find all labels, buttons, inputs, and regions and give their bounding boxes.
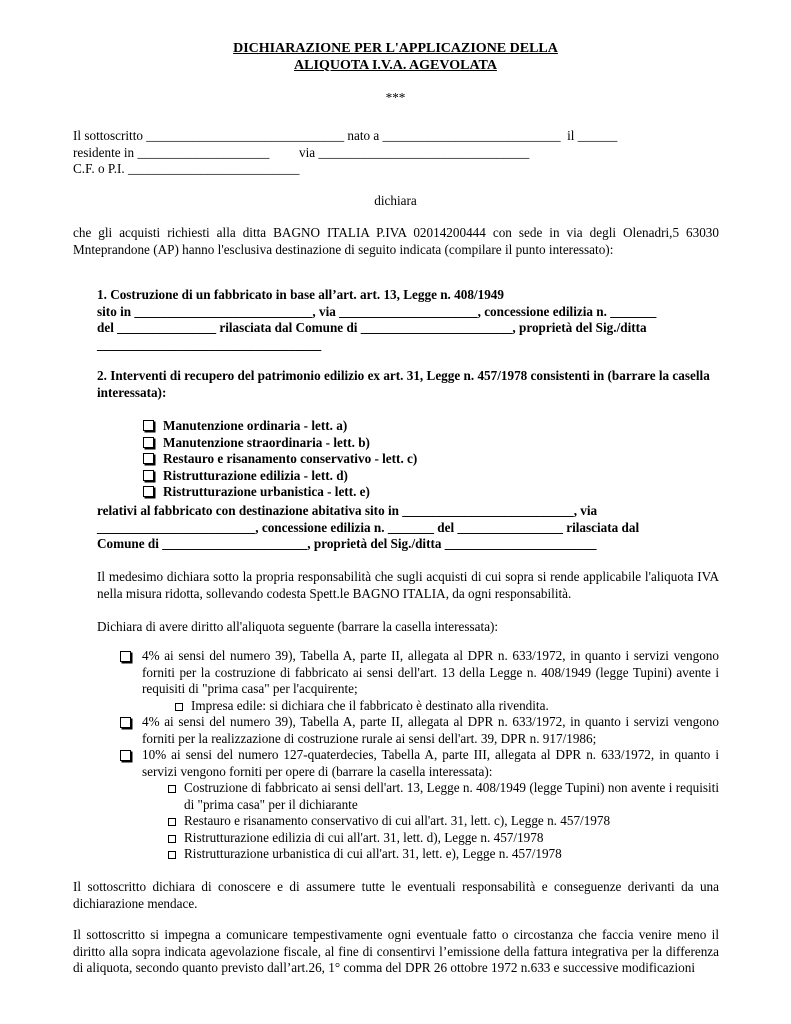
sub-option-impresa-edile[interactable] [175,698,719,715]
section-1-line-1: sito in ___________________________, via _____________________, concessione edilizia n. _______ [97,303,657,319]
sub-option-costruzione[interactable] [168,780,719,813]
paragraph-medesimo: Il medesimo dichiara sotto la propria responsabilità che sugli acquisti di cui sopra si rende applicabile l'aliquota IVA nella misura ridotta, sollevando codesta Spett.le BAGNO ITALIA, da ogni responsabilità. [97,569,719,601]
aliquota-text: 10% ai sensi del numero 127-quaterdecies, Tabella A, parte III, allegata al DPR n. 633/1972, in quanto i servizi vengono forniti per opere di (barrare la casella interessata): [142,747,719,779]
checkbox-icon[interactable] [120,750,131,761]
checkbox-icon[interactable] [120,717,131,728]
aliquota-10[interactable] [120,747,719,780]
section-2-line-1: relativi al fabbricato con destinazione abitativa sito in __________________________, via [97,503,598,518]
small-checkbox-icon[interactable] [168,785,176,793]
sub-options-10 [168,780,719,863]
checkbox-icon[interactable] [143,453,154,464]
checkbox-icon[interactable] [143,437,154,448]
aliquota-4-prima-casa[interactable] [120,648,719,698]
sub-option-text: Impresa edile: si dichiara che il fabbricato è destinato alla rivendita. [191,697,549,713]
option-label: Ristrutturazione urbanistica - lett. e) [163,484,370,499]
sub-option-text: Ristrutturazione edilizia di cui all'art. 31, lett. d), Legge n. 457/1978 [184,829,544,845]
title-line-1: DICHIARAZIONE PER L'APPLICAZIONE DELLA [233,41,558,56]
form-line-tax-code: C.F. o P.I. __________________________ [73,161,300,176]
paragraph-conoscere: Il sottoscritto dichiara di conoscere e di assumere tutte le eventuali responsabilità e conseguenze derivanti da una dichiarazione mendace. [73,879,719,911]
option-label: Ristrutturazione edilizia - lett. d) [163,467,348,483]
option-manutenzione-straordinaria[interactable] [143,435,703,452]
section-2-line-3: Comune di ______________________, proprietà del Sig./ditta _______________________ [97,536,597,551]
sub-option-text: Costruzione di fabbricato ai sensi dell'art. 13, Legge n. 408/1949 (legge Tupini) non avente i requisiti di "prima casa" per il dichiarante [184,780,719,812]
option-ristrutturazione-edilizia[interactable] [143,468,703,485]
section-2-fields [97,503,719,553]
document-title [0,40,791,74]
form-line-residence: residente in ____________________ via ________________________________ [73,144,530,160]
sub-option-restauro[interactable] [168,813,719,830]
aliquota-4-rurale[interactable] [120,714,719,747]
section-2-options [143,418,703,501]
form-line-name: Il sottoscritto ______________________________ nato a ___________________________ il ______ [73,128,618,143]
dichiara-heading: dichiara [374,193,417,208]
sub-option-text: Restauro e risanamento conservativo di cui all'art. 31, lett. c), Legge n. 457/1978 [184,813,611,828]
aliquote-list [120,648,719,863]
section-1-line-3: __________________________________ [97,336,322,352]
checkbox-icon[interactable] [120,651,131,662]
small-checkbox-icon[interactable] [175,703,183,711]
option-manutenzione-ordinaria[interactable] [143,418,703,435]
paragraph-impegna: Il sottoscritto si impegna a comunicare tempestivamente ogni eventuale fatto o circostanza che faccia venire meno il diritto alla sopra indicata agevolazione fiscale, al fine di consentirvi l’emissione della fattura integrativa per la differenza di aliquota, secondo quanto previsto dall’art.26, 1° comma del DPR 26 ottobre 1972 n.633 e successive modificazioni [73,927,719,975]
option-label: Manutenzione ordinaria - lett. a) [163,418,348,433]
sub-option-ristrutturazione-edilizia[interactable] [168,830,719,847]
paragraph-diritto: Dichiara di avere diritto all'aliquota seguente (barrare la casella interessata): [97,619,499,634]
section-1-line-2: del _______________ rilasciata dal Comune di _______________________, proprietà del Sig./ditta [97,320,647,335]
option-label: Restauro e risanamento conservativo - lett. c) [163,451,418,466]
sub-option-text: Ristrutturazione urbanistica di cui all'art. 31, lett. e), Legge n. 457/1978 [184,846,562,861]
identity-form [73,128,719,178]
option-ristrutturazione-urbanistica[interactable] [143,484,703,501]
checkbox-icon[interactable] [143,486,154,497]
section-1 [97,287,719,353]
intro-paragraph: che gli acquisti richiesti alla ditta BAGNO ITALIA P.IVA 02014200444 con sede in via degli Olenadri,5 63030 Mnteprandone (AP) hanno l'esclusiva destinazione di seguito indicata (compilare il punto interessato): [73,225,719,257]
option-label: Manutenzione straordinaria - lett. b) [163,434,370,450]
section-1-heading: 1. Costruzione di un fabbricato in base all’art. art. 13, Legge n. 408/1949 [97,287,504,302]
option-restauro[interactable] [143,451,703,468]
separator-stars: *** [385,90,406,105]
aliquota-text: 4% ai sensi del numero 39), Tabella A, parte II, allegata al DPR n. 633/1972, in quanto i servizi vengono forniti per la costruzione di fabbricato ai sensi dell'art. 13 della Legge n. 408/1949 (legge Tupini) avente i requisiti di "prima casa" per l'acquirente; [142,648,719,696]
checkbox-icon[interactable] [143,470,154,481]
section-2-heading: 2. Interventi di recupero del patrimonio edilizio ex art. 31, Legge n. 457/1978 consistenti in (barrare la casella interessata): [97,368,710,400]
aliquota-text: 4% ai sensi del numero 39), Tabella A, parte II, allegata al DPR n. 633/1972, in quanto i servizi vengono forniti per la realizzazione di costruzione rurale ai sensi dell'art. 39, DPR n. 917/1986; [142,714,719,746]
small-checkbox-icon[interactable] [168,835,176,843]
small-checkbox-icon[interactable] [168,818,176,826]
checkbox-icon[interactable] [143,420,154,431]
sub-option-ristrutturazione-urbanistica[interactable] [168,846,719,863]
small-checkbox-icon[interactable] [168,851,176,859]
title-line-2: ALIQUOTA I.V.A. AGEVOLATA [294,58,497,73]
section-2-line-2: ________________________, concessione edilizia n. _______ del ________________ rilasciata dal [97,519,640,535]
